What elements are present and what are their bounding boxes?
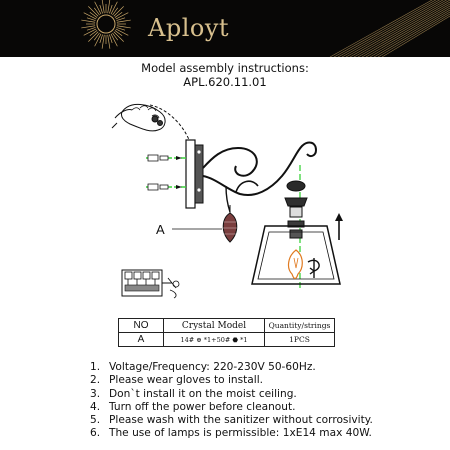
list-item: 1. Voltage/Frequency: 220-230V 50-60Hz. — [90, 361, 316, 373]
wall-screws — [146, 155, 186, 190]
parts-table — [118, 318, 335, 347]
up-arrow-icon — [335, 213, 343, 240]
cell-model: 14# ⊕ *1+50# ⬣ *1 — [164, 333, 265, 347]
instruction-notes — [90, 361, 373, 441]
col-header-model: Crystal Model — [164, 319, 265, 333]
wiring-terminal-icon — [122, 270, 179, 298]
brand-name: Aployt — [148, 14, 230, 42]
list-item: 6. The use of lamps is permissible: 1xE14 max 40W. — [90, 427, 372, 440]
part-label-a: A — [156, 222, 165, 237]
hand-screwdriver-icon — [112, 104, 190, 142]
model-number: APL.620.11.01 — [183, 75, 267, 89]
table-header-row — [119, 319, 335, 333]
list-item: 3. Don`t install it on the moist ceiling. — [90, 387, 297, 400]
col-header-no: NO — [119, 319, 164, 333]
list-item: 4. Turn off the power before cleanout. — [90, 400, 296, 413]
list-item: 5. Please wash with the sanitizer without corrosivity. — [90, 414, 373, 427]
table-row — [119, 333, 335, 347]
cell-no: A — [119, 333, 164, 347]
wall-plate — [186, 140, 203, 208]
crystal-pendant — [172, 205, 237, 242]
list-item: 2. Please wear gloves to install. — [90, 374, 264, 387]
rotate-arrow-icon — [308, 258, 319, 278]
instructions-title: Model assembly instructions: — [141, 61, 309, 75]
col-header-quantity: Quantity/strings — [265, 319, 335, 333]
cell-quantity: 1PCS — [265, 333, 335, 347]
